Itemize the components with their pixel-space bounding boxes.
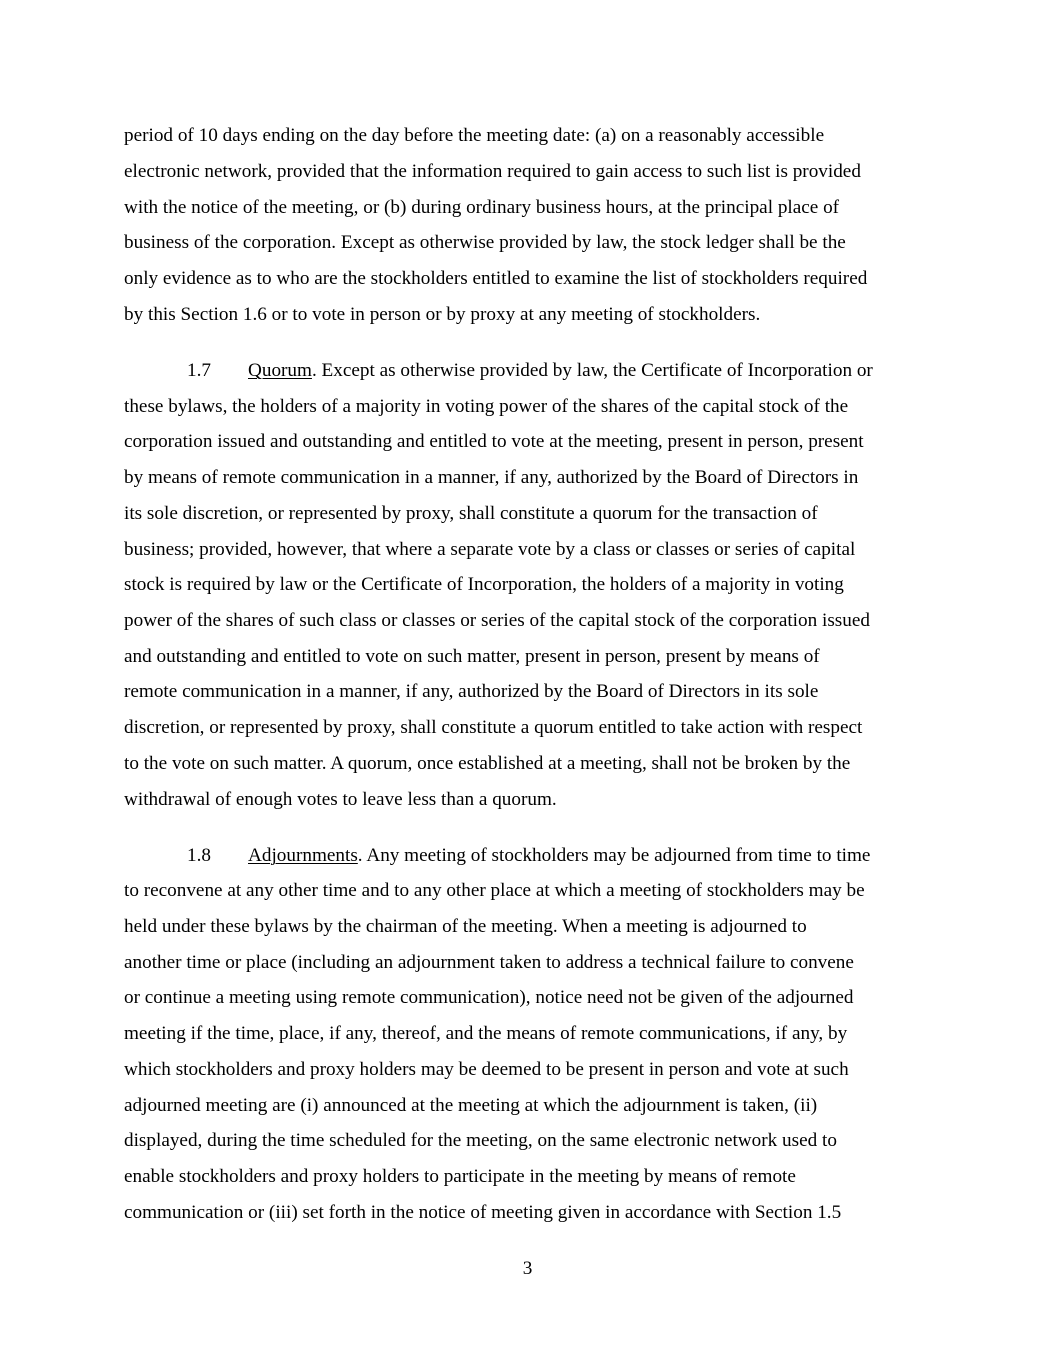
section-1-8-line: communication or (iii) set forth in the notice of meeting given in accordance with Section 1.5 — [124, 1202, 842, 1223]
section-1-7-line: and outstanding and entitled to vote on such matter, present in person, present by means of — [124, 646, 820, 667]
paragraph-1-line: period of 10 days ending on the day before the meeting date: (a) on a reasonably accessible — [124, 125, 825, 146]
section-1-7-line: remote communication in a manner, if any, authorized by the Board of Directors in its sole — [124, 681, 819, 702]
section-1-7-first-line — [248, 360, 873, 382]
section-1-7-number: 1.7 — [187, 360, 211, 381]
section-1-8-line: adjourned meeting are (i) announced at the meeting at which the adjournment is taken, (ii) — [124, 1095, 818, 1116]
paragraph-1-line: only evidence as to who are the stockholders entitled to examine the list of stockholders required — [124, 268, 868, 289]
section-1-8-line: which stockholders and proxy holders may be deemed to be present in person and vote at such — [124, 1059, 849, 1080]
section-1-7-line: discretion, or represented by proxy, shall constitute a quorum entitled to take action with respect — [124, 717, 863, 738]
section-1-7-line: to the vote on such matter. A quorum, once established at a meeting, shall not be broken by the — [124, 753, 851, 774]
section-1-7-line: stock is required by law or the Certificate of Incorporation, the holders of a majority in voting — [124, 574, 844, 595]
section-1-8-heading: Adjournments — [248, 845, 358, 866]
section-1-8-first-line — [248, 845, 870, 867]
paragraph-1-line: electronic network, provided that the information required to gain access to such list is provided — [124, 161, 861, 182]
section-1-7-line: its sole discretion, or represented by proxy, shall constitute a quorum for the transaction of — [124, 503, 818, 524]
section-1-8-line: displayed, during the time scheduled for the meeting, on the same electronic network used to — [124, 1130, 837, 1151]
section-1-8-line: to reconvene at any other time and to any other place at which a meeting of stockholders may be — [124, 880, 865, 901]
section-1-7-line: business; provided, however, that where a separate vote by a class or classes or series of capital — [124, 539, 856, 560]
section-1-7-heading: Quorum — [248, 360, 312, 381]
section-1-8-line: another time or place (including an adjournment taken to address a technical failure to convene — [124, 952, 854, 973]
section-1-7-line: by means of remote communication in a manner, if any, authorized by the Board of Directors in — [124, 467, 859, 488]
section-1-7-line: these bylaws, the holders of a majority in voting power of the shares of the capital stock of the — [124, 396, 849, 417]
page-number: 3 — [522, 1258, 533, 1279]
section-1-7-line: power of the shares of such class or classes or series of the capital stock of the corporation issued — [124, 610, 870, 631]
section-1-8-line: meeting if the time, place, if any, thereof, and the means of remote communications, if any, by — [124, 1023, 848, 1044]
paragraph-1-line: business of the corporation. Except as otherwise provided by law, the stock ledger shall be the — [124, 232, 846, 253]
paragraph-1-line: by this Section 1.6 or to vote in person or by proxy at any meeting of stockholders. — [124, 304, 761, 325]
paragraph-1-line: with the notice of the meeting, or (b) during ordinary business hours, at the principal place of — [124, 197, 840, 218]
section-1-7-line: withdrawal of enough votes to leave less than a quorum. — [124, 789, 557, 810]
section-1-8-line: enable stockholders and proxy holders to participate in the meeting by means of remote — [124, 1166, 796, 1187]
section-1-8-line: held under these bylaws by the chairman of the meeting. When a meeting is adjourned to — [124, 916, 807, 937]
section-1-7-first-line-text: . Except as otherwise provided by law, the Certificate of Incorporation or — [311, 360, 873, 381]
section-1-8-line: or continue a meeting using remote communication), notice need not be given of the adjourned — [124, 987, 854, 1008]
section-1-8-first-line-text: . Any meeting of stockholders may be adjourned from time to time — [357, 845, 871, 866]
section-1-7-line: corporation issued and outstanding and entitled to vote at the meeting, present in person, present — [124, 431, 864, 452]
section-1-8-number: 1.8 — [187, 845, 211, 866]
